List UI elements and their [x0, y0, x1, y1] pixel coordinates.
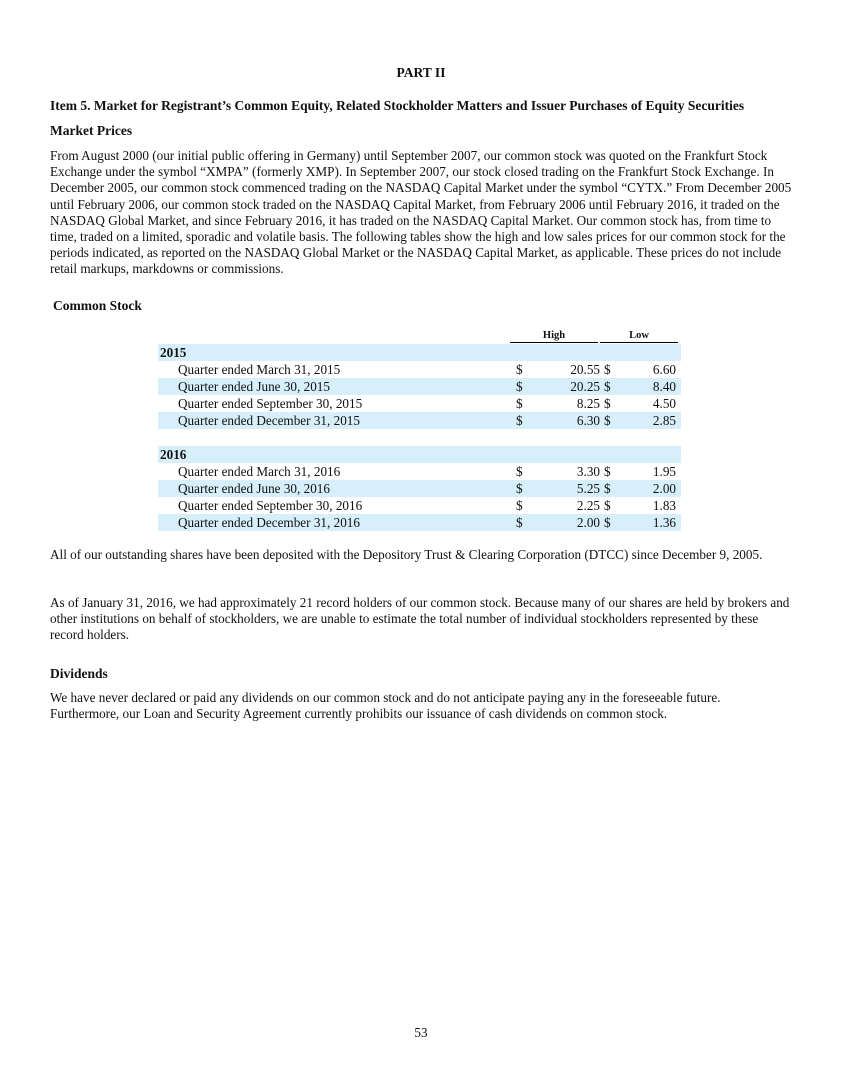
high-price: 2.25: [576, 498, 600, 513]
period-label: Quarter ended June 30, 2015: [178, 379, 330, 394]
currency-symbol: $: [604, 379, 611, 394]
currency-symbol: $: [604, 515, 611, 530]
currency-symbol: $: [604, 481, 611, 496]
currency-symbol: $: [516, 362, 523, 377]
low-price: 1.95: [652, 464, 676, 479]
table-row: [158, 412, 681, 429]
currency-symbol: $: [516, 498, 523, 513]
low-price: 2.00: [652, 481, 676, 496]
currency-symbol: $: [516, 464, 523, 479]
table-row: [158, 480, 681, 497]
high-price: 20.55: [570, 362, 600, 377]
low-price: 4.50: [652, 396, 676, 411]
currency-symbol: $: [604, 396, 611, 411]
record-holders-paragraph: As of January 31, 2016, we had approximately 21 record holders of our common stock. Because many of our shares are held by brokers and other institutions on behalf of stockholders, we are unable to estimate the total number of individual stockholders represented by these record holders.: [50, 595, 790, 643]
low-price: 1.83: [652, 498, 676, 513]
low-price: 2.85: [652, 413, 676, 428]
low-price: 1.36: [652, 515, 676, 530]
table-row: [158, 514, 681, 531]
dividends-heading: Dividends: [50, 666, 108, 681]
period-label: Quarter ended December 31, 2015: [178, 413, 360, 428]
year-header-row: [158, 344, 681, 361]
item-title: Item 5. Market for Registrant’s Common Equity, Related Stockholder Matters and Issuer Purchases of Equity Securities: [50, 98, 745, 113]
market-prices-heading: Market Prices: [50, 123, 133, 138]
currency-symbol: $: [604, 362, 611, 377]
low-price: 8.40: [652, 379, 676, 394]
period-label: Quarter ended March 31, 2016: [178, 464, 341, 479]
table-row: [158, 497, 681, 514]
table-row: [158, 463, 681, 480]
period-label: Quarter ended March 31, 2015: [178, 362, 341, 377]
year-header-row: [158, 446, 681, 463]
high-price: 2.00: [576, 515, 600, 530]
column-header-high: High: [510, 330, 598, 343]
table-row: [158, 361, 681, 378]
dividends-paragraph: We have never declared or paid any dividends on our common stock and do not anticipate paying any in the foreseeable future. Furthermore, our Loan and Security Agreement currently prohibits our issuance of cash dividends on common stock.: [50, 690, 721, 722]
currency-symbol: $: [604, 464, 611, 479]
currency-symbol: $: [604, 498, 611, 513]
low-price: 6.60: [652, 362, 676, 377]
year-label: 2015: [160, 345, 187, 360]
high-price: 5.25: [576, 481, 600, 496]
year-label: 2016: [160, 447, 187, 462]
table-row: [158, 395, 681, 412]
currency-symbol: $: [516, 396, 523, 411]
high-price: 3.30: [576, 464, 600, 479]
column-header-low: Low: [600, 330, 678, 343]
common-stock-heading: Common Stock: [53, 298, 142, 313]
currency-symbol: $: [516, 413, 523, 428]
dtcc-paragraph: All of our outstanding shares have been deposited with the Depository Trust & Clearing Corporation (DTCC) since December 9, 2005.: [50, 547, 763, 562]
table-row: [158, 378, 681, 395]
currency-symbol: $: [516, 515, 523, 530]
part-title: PART II: [396, 65, 446, 80]
high-price: 8.25: [576, 396, 600, 411]
period-label: Quarter ended December 31, 2016: [178, 515, 360, 530]
high-price: 6.30: [576, 413, 600, 428]
currency-symbol: $: [604, 413, 611, 428]
currency-symbol: $: [516, 481, 523, 496]
period-label: Quarter ended September 30, 2015: [178, 396, 363, 411]
currency-symbol: $: [516, 379, 523, 394]
period-label: Quarter ended June 30, 2016: [178, 481, 330, 496]
high-price: 20.25: [570, 379, 600, 394]
page-number: 53: [414, 1025, 428, 1040]
period-label: Quarter ended September 30, 2016: [178, 498, 363, 513]
market-prices-paragraph: From August 2000 (our initial public offering in Germany) until September 2007, our common stock was quoted on the Frankfurt Stock Exchange under the symbol “XMPA” (formerly XMP). In September 2007, our stock closed trading on the Frankfurt Stock Exchange. In December 2005, our common stock commenced trading on the NASDAQ Capital Market under the symbol “CYTX.” From December 2005 until February 2006, our common stock traded on the NASDAQ Capital Market, from February 2006 until February 2016, it traded on the NASDAQ Global Market, and since February 2016, it has traded on the NASDAQ Capital Market. Our common stock has, from time to time, traded on a limited, sporadic and volatile basis. The following tables show the high and low sales prices for our common stock for the periods indicated, as reported on the NASDAQ Global Market or the NASDAQ Capital Market, as applicable. These prices do not include retail markups, markdowns or commissions.: [50, 148, 792, 277]
